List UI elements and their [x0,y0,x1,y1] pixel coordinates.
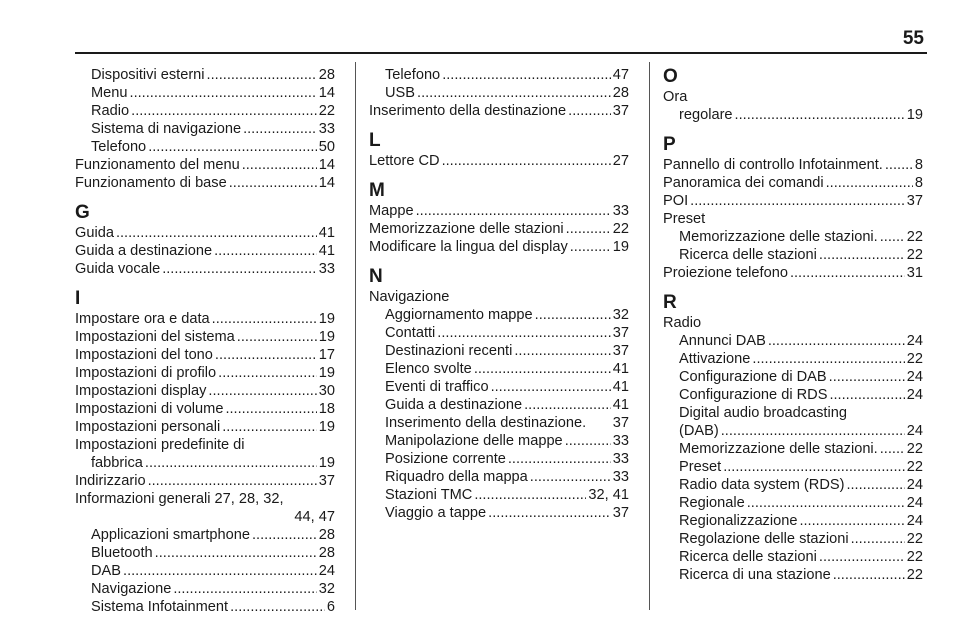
index-column-1 [75,66,335,616]
index-entry[interactable]: Ricerca di una stazione ..... 22 [663,566,923,584]
index-entry[interactable]: Funzionamento di base ..... 14 [75,174,335,192]
index-entry[interactable]: Menu ..... 14 [75,84,335,102]
index-entry[interactable]: Guida a destinazione ..... 41 [369,396,629,414]
index-entry[interactable]: Aggiornamento mappe ..... 32 [369,306,629,324]
section-letter-r: R [663,292,677,313]
column-divider [649,62,650,610]
index-heading: Preset [663,211,706,227]
index-entry[interactable]: Contatti ..... 37 [369,324,629,342]
index-heading[interactable]: Informazioni generali 27, 28, 32, [75,491,284,507]
index-entry[interactable]: (DAB) ..... 24 [663,422,923,440]
index-entry[interactable]: Riquadro della mappa ..... 33 [369,468,629,486]
index-heading: Digital audio broadcasting [679,405,847,421]
index-entry[interactable]: Attivazione ..... 22 [663,350,923,368]
index-entry[interactable]: Impostare ora e data ..... 19 [75,310,335,328]
index-entry[interactable]: Regionale ..... 24 [663,494,923,512]
section-letter-l: L [369,130,381,151]
top-rule [75,52,927,54]
index-entry[interactable]: Funzionamento del menu ..... 14 [75,156,335,174]
index-entry[interactable]: Configurazione di DAB ..... 24 [663,368,923,386]
index-entry[interactable]: Navigazione ..... 32 [75,580,335,598]
index-entry[interactable]: Radio ..... 22 [75,102,335,120]
index-entry[interactable]: Preset ..... 22 [663,458,923,476]
index-entry[interactable]: Impostazioni di volume ..... 18 [75,400,335,418]
index-entry[interactable]: Stazioni TMC ..... 32, 41 [369,486,629,504]
index-entry[interactable]: Configurazione di RDS ..... 24 [663,386,923,404]
page-number: 55 [902,28,924,49]
index-entry[interactable]: Mappe ..... 33 [369,202,629,220]
index-entry[interactable]: regolare ..... 19 [663,106,923,124]
index-entry[interactable]: Guida ..... 41 [75,224,335,242]
index-entry[interactable]: Annunci DAB ..... 24 [663,332,923,350]
index-page-continuation: 44, 47 [294,509,335,525]
index-entry[interactable]: Applicazioni smartphone ..... 28 [75,526,335,544]
section-letter-n: N [369,266,383,287]
index-entry[interactable]: DAB ..... 24 [75,562,335,580]
index-entry[interactable]: fabbrica ..... 19 [75,454,335,472]
section-letter-g: G [75,202,90,223]
index-entry[interactable]: Elenco svolte ..... 41 [369,360,629,378]
index-entry[interactable]: Modificare la lingua del display ..... 19 [369,238,629,256]
section-letter-m: M [369,180,385,201]
index-entry[interactable]: Inserimento della destinazione ..... 37 [369,102,629,120]
index-entry[interactable]: Impostazioni del sistema ..... 19 [75,328,335,346]
index-entry[interactable]: Ricerca delle stazioni ..... 22 [663,246,923,264]
section-letter-o: O [663,66,678,87]
index-entry[interactable]: Lettore CD ..... 27 [369,152,629,170]
index-entry[interactable]: Manipolazione delle mappe ..... 33 [369,432,629,450]
index-entry[interactable]: Memorizzazione delle stazioni. ..... 22 [663,440,923,458]
index-entry[interactable]: Ricerca delle stazioni ..... 22 [663,548,923,566]
index-entry[interactable]: Bluetooth ..... 28 [75,544,335,562]
index-entry[interactable]: Impostazioni di profilo ..... 19 [75,364,335,382]
section-letter-i: I [75,288,81,309]
index-entry[interactable]: Sistema Infotainment ..... 6 [75,598,335,616]
column-divider [355,62,356,610]
index-entry[interactable]: Regionalizzazione ..... 24 [663,512,923,530]
index-entry[interactable]: Guida vocale ..... 33 [75,260,335,278]
index-entry[interactable]: Guida a destinazione ..... 41 [75,242,335,260]
index-entry[interactable]: Panoramica dei comandi ..... 8 [663,174,923,192]
index-column-2 [369,66,629,522]
index-entry[interactable]: Impostazioni display ..... 30 [75,382,335,400]
index-entry[interactable]: Viaggio a tappe ..... 37 [369,504,629,522]
index-entry[interactable]: Posizione corrente ..... 33 [369,450,629,468]
index-heading: Radio [663,315,702,331]
index-entry[interactable]: USB ..... 28 [369,84,629,102]
index-heading: Navigazione [369,289,450,305]
index-entry[interactable]: Inserimento della destinazione. 37 [385,415,629,431]
index-entry[interactable]: Memorizzazione delle stazioni ..... 22 [369,220,629,238]
index-entry[interactable]: Eventi di traffico ..... 41 [369,378,629,396]
index-entry[interactable]: Impostazioni del tono ..... 17 [75,346,335,364]
index-entry[interactable]: Dispositivi esterni ..... 28 [75,66,335,84]
index-entry[interactable]: Regolazione delle stazioni ..... 22 [663,530,923,548]
index-entry[interactable]: Proiezione telefono ..... 31 [663,264,923,282]
index-entry[interactable]: Destinazioni recenti ..... 37 [369,342,629,360]
index-entry[interactable]: Pannello di controllo Infotainment. ..... 8 [663,156,923,174]
index-heading: Ora [663,89,688,105]
index-entry[interactable]: Radio data system (RDS) ..... 24 [663,476,923,494]
index-entry[interactable]: Impostazioni personali ..... 19 [75,418,335,436]
index-entry[interactable]: Sistema di navigazione ..... 33 [75,120,335,138]
index-entry[interactable]: POI ..... 37 [663,192,923,210]
index-entry[interactable]: Telefono ..... 47 [369,66,629,84]
index-column-3 [663,66,923,584]
index-entry[interactable]: Telefono ..... 50 [75,138,335,156]
index-heading: Impostazioni predefinite di [75,437,245,453]
index-entry[interactable]: Indirizzario ..... 37 [75,472,335,490]
section-letter-p: P [663,134,676,155]
index-entry[interactable]: Memorizzazione delle stazioni. ..... 22 [663,228,923,246]
